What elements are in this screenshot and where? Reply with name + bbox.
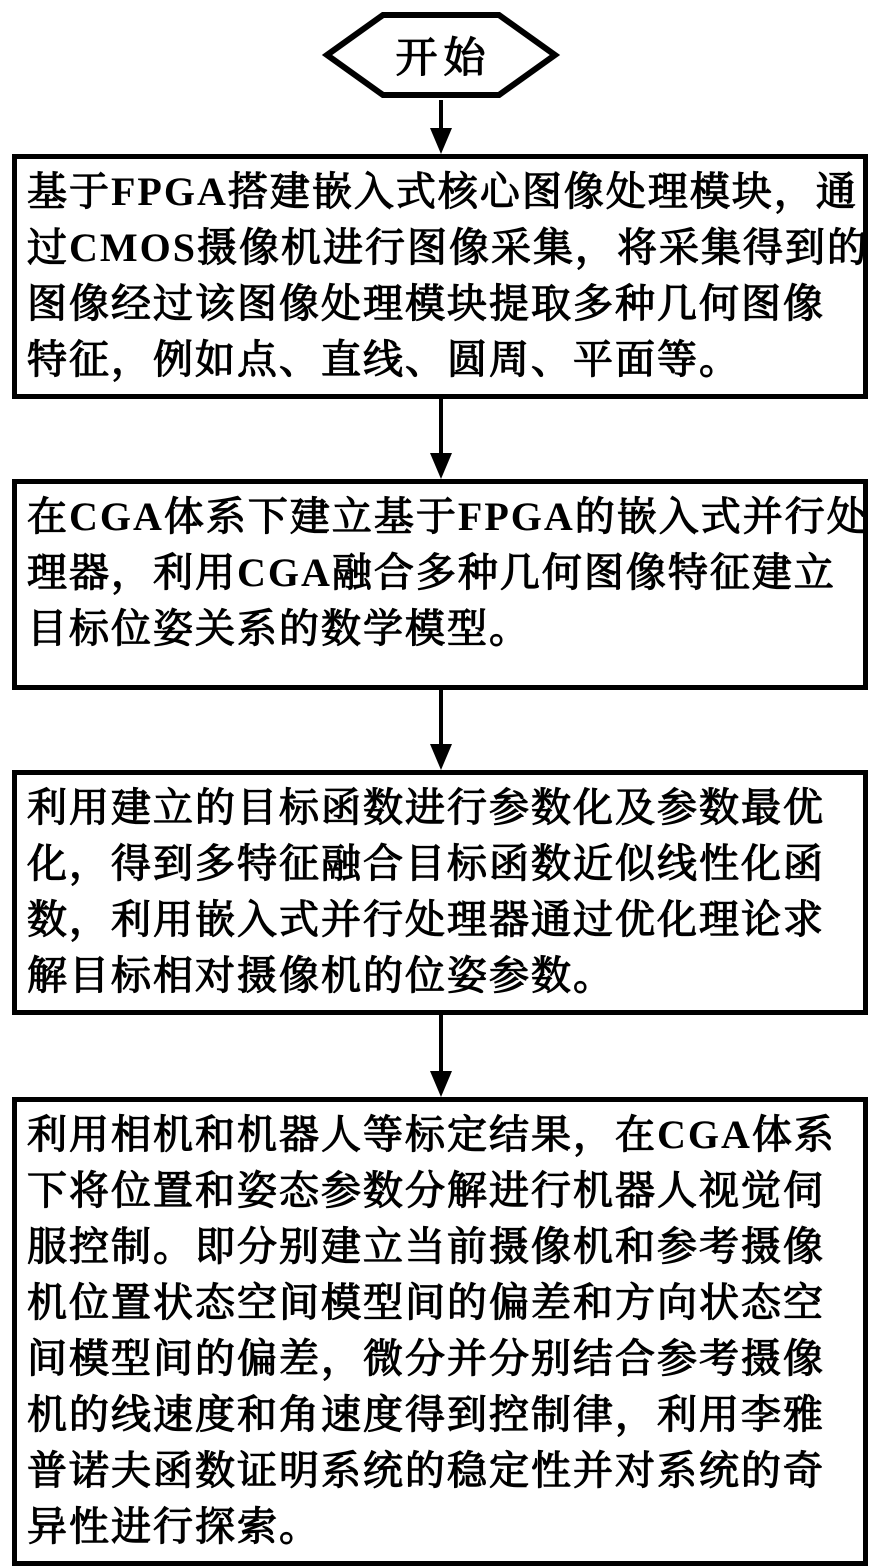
process-box-4-line: 下将位置和姿态参数分解进行机器人视觉伺	[27, 1168, 825, 1213]
process-box-4-line: 普诺夫函数证明系统的稳定性并对系统的奇	[27, 1448, 825, 1493]
process-box-3-line: 解目标相对摄像机的位姿参数。	[27, 953, 615, 998]
process-box-1-line: 特征，例如点、直线、圆周、平面等。	[27, 337, 741, 382]
process-box-4-line: 机的线速度和角速度得到控制律，利用李雅	[27, 1392, 825, 1437]
start-label: 开始	[395, 36, 492, 82]
process-box-1	[12, 154, 868, 399]
process-box-1-line: 过CMOS摄像机进行图像采集，将采集得到的	[27, 225, 869, 270]
process-box-2-line: 目标位姿关系的数学模型。	[27, 606, 531, 651]
process-box-1-line: 图像经过该图像处理模块提取多种几何图像	[27, 281, 825, 326]
flow-arrow-1	[427, 100, 455, 154]
arrow-down-icon	[427, 100, 455, 154]
process-box-2-line: 理器，利用CGA融合多种几何图像特征建立	[27, 550, 836, 595]
process-box-4-line: 机位置状态空间模型间的偏差和方向状态空	[27, 1280, 825, 1325]
process-box-4	[12, 1097, 868, 1566]
process-box-4-line: 服控制。即分别建立当前摄像机和参考摄像	[27, 1224, 825, 1269]
process-box-2-line: 在CGA体系下建立基于FPGA的嵌入式并行处	[27, 494, 869, 539]
flow-arrow-3	[427, 690, 455, 770]
arrow-down-icon	[427, 399, 455, 479]
flowchart	[0, 10, 881, 1549]
process-box-3	[12, 770, 868, 1015]
process-box-4-line: 间模型间的偏差，微分并分别结合参考摄像	[27, 1336, 825, 1381]
process-box-3-line: 化，得到多特征融合目标函数近似线性化函	[27, 841, 825, 886]
flow-arrow-2	[427, 399, 455, 479]
start-node	[323, 10, 559, 100]
process-box-3-line: 利用建立的目标函数进行参数化及参数最优	[27, 785, 825, 830]
process-box-1-line: 基于FPGA搭建嵌入式核心图像处理模块，通	[27, 169, 858, 214]
flow-arrow-4	[427, 1015, 455, 1097]
process-box-4-line: 异性进行探索。	[27, 1504, 321, 1549]
arrow-down-icon	[427, 1015, 455, 1097]
process-box-2	[12, 479, 868, 690]
arrow-down-icon	[427, 690, 455, 770]
process-box-4-line: 利用相机和机器人等标定结果，在CGA体系	[27, 1112, 836, 1157]
process-box-3-line: 数，利用嵌入式并行处理器通过优化理论求	[27, 897, 825, 942]
